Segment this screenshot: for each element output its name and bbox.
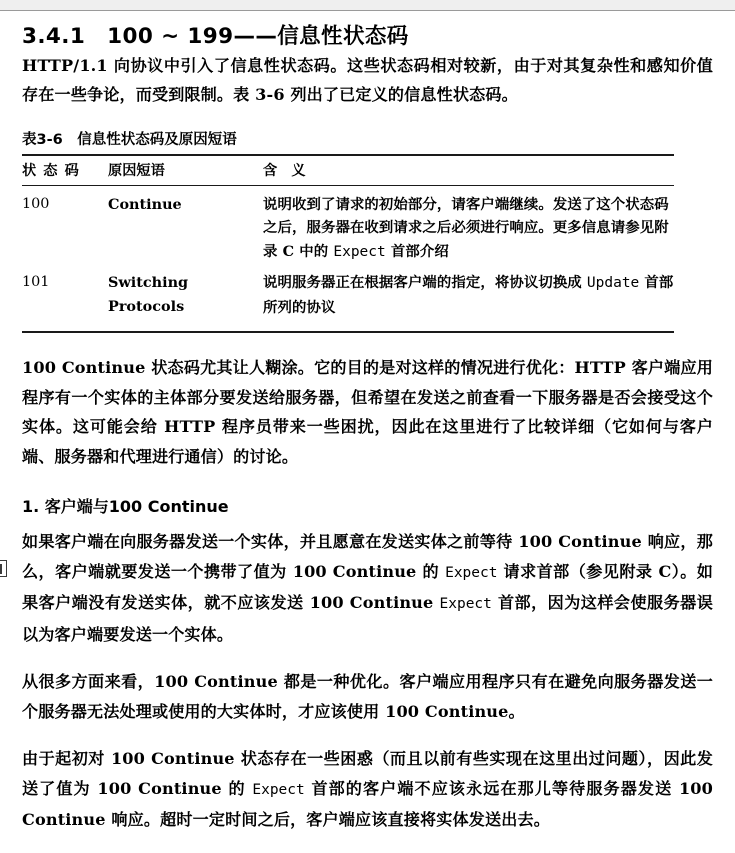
table-caption: 表3-6 信息性状态码及原因短语	[22, 131, 237, 148]
expect-header-name: Expect	[445, 564, 498, 581]
column-header-status-code: 状 态 码	[22, 155, 108, 186]
cell-reason-phrase: Switching Protocols	[108, 274, 189, 315]
table-row	[22, 264, 674, 327]
cell-meaning	[263, 264, 674, 327]
paragraph-client-expect	[22, 527, 713, 649]
document-page	[0, 12, 735, 853]
column-header-reason-phrase: 原因短语	[108, 155, 263, 186]
cell-meaning	[263, 185, 674, 264]
paragraph-text-part2: 请求首部（参见附录 C）。如果客户端没有发送实体，就不应该发送 100 Continue	[22, 561, 713, 613]
paragraph-timeout	[22, 744, 713, 835]
page-title: 3.4.1 100 ~ 199——信息性状态码	[22, 24, 409, 49]
paragraph-text-part2: 首部的客户端不应该永远在那儿等待服务器发送 100 Continue 响应。超时一定时间之后，客户端应该直接将实体发送出去。	[22, 778, 713, 830]
paragraph-text-part1: 由于起初对 100 Continue 状态存在一些困惑（而且以前有些实现在这里出过问题），因此发送了值为 100 Continue 的	[22, 749, 713, 798]
meaning-text-part2: 首部所列的协议	[263, 274, 674, 316]
cell-reason-phrase: Continue	[108, 195, 182, 213]
intro-paragraph: HTTP/1.1 向协议中引入了信息性状态码。这些状态码相对较新，由于对其复杂性和感知价值存在一些争论，而受到限制。表 3-6 列出了已定义的信息性状态码。	[22, 55, 713, 105]
cell-status-code: 100	[22, 195, 50, 212]
margin-marker-icon	[0, 560, 7, 577]
table-row	[22, 185, 674, 264]
paragraph-text-part3: 首部，因为这样会使服务器误以为客户端要发送一个实体。	[22, 593, 713, 644]
table-header-row	[22, 155, 674, 186]
column-header-meaning: 含 义	[263, 155, 674, 186]
meaning-header-name: Update	[586, 275, 640, 292]
cell-status-code: 101	[22, 274, 50, 291]
table-header	[22, 155, 674, 186]
meaning-text-part1: 说明服务器正在根据客户端的指定，将协议切换成	[263, 274, 587, 292]
meaning-text-part2: 首部介绍	[385, 242, 449, 260]
status-code-table	[22, 154, 674, 328]
paragraph-text-part1: 如果客户端在向服务器发送一个实体，并且愿意在发送实体之前等待 100 Continue 响应，那么，客户端就要发送一个携带了值为 100 Continue 的	[22, 532, 713, 581]
sub-heading-client-100-continue: 1. 客户端与100 Continue	[22, 497, 229, 517]
paragraph-optimization: 从很多方面来看，100 Continue 都是一种优化。客户端应用程序只有在避免向服务器发送一个服务器无法处理或使用的大实体时，才应该使用 100 Continue。	[22, 672, 713, 721]
expect-header-name: Expect	[252, 781, 305, 798]
meaning-header-name: Expect	[333, 243, 386, 260]
paragraph-after-table: 100 Continue 状态码尤其让人糊涂。它的目的是对这样的情况进行优化：HTTP 客户端应用程序有一个实体的主体部分要发送给服务器，但希望在发送之前查看一下服务器是否会接受这个实体。这可能会给 HTTP 程序员带来一些困扰，因此在这里进行了比较详细（它如何与客户端、服务器和代理进行通信）的讨论。	[22, 358, 713, 466]
window-top-strip	[0, 0, 735, 11]
table-bottom-rule	[22, 331, 674, 333]
expect-header-name: Expect	[439, 596, 492, 613]
meaning-text-part1: 说明收到了请求的初始部分，请客户端继续。发送了这个状态码之后，服务器在收到请求之后必须进行响应。更多信息请参见附录 C 中的	[263, 195, 669, 260]
table-body	[22, 185, 674, 327]
